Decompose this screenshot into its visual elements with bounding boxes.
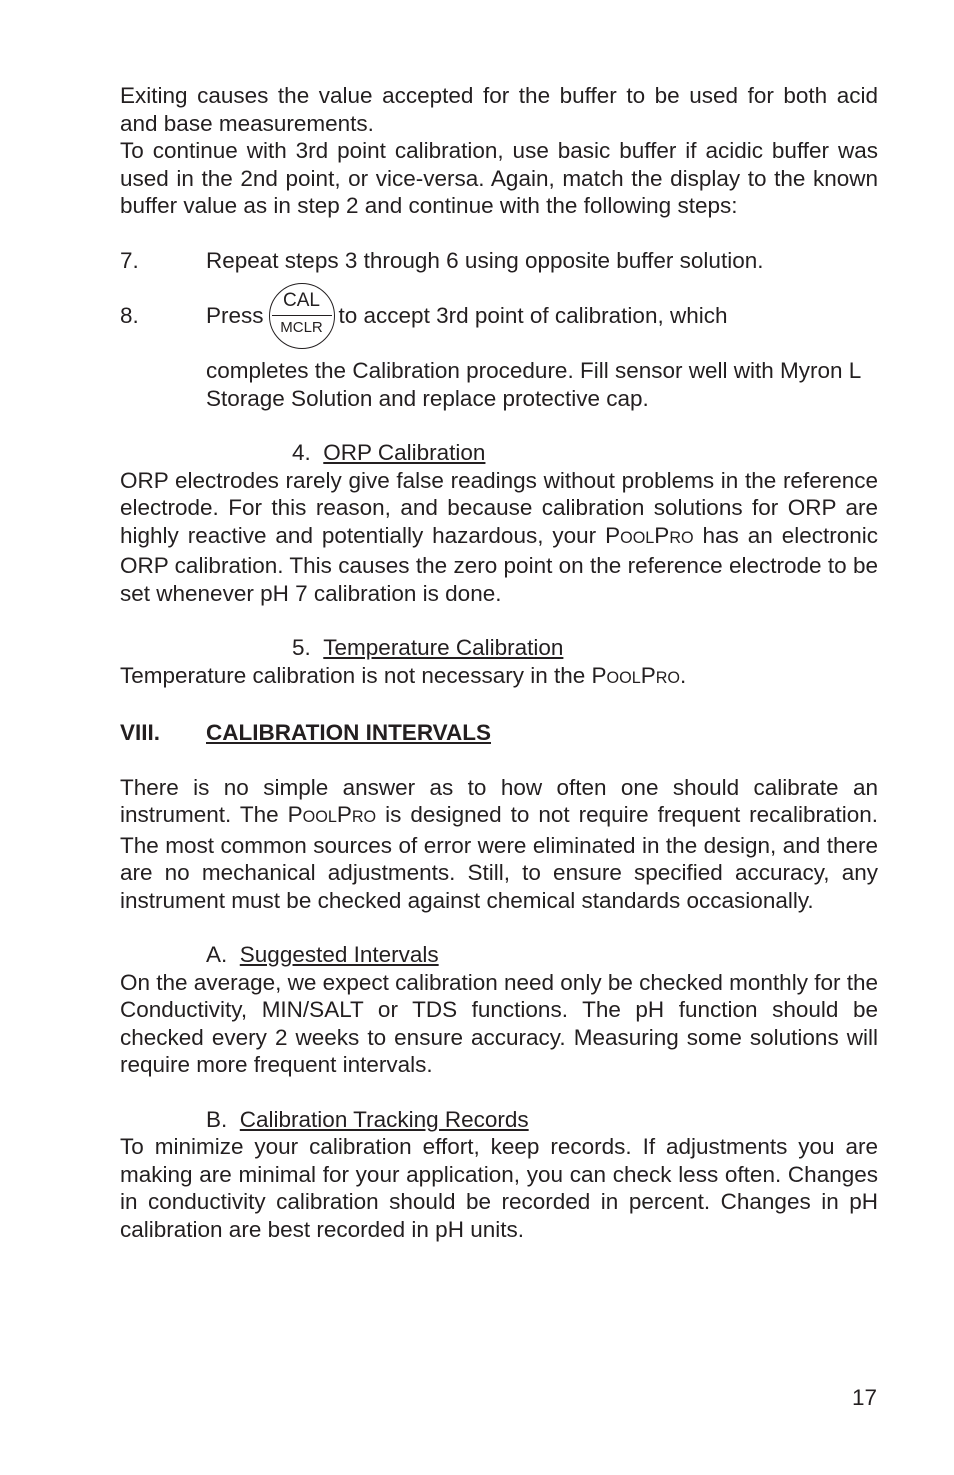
intro-paragraph-1: Exiting causes the value accepted for the buffer to be used for both acid and base measurements. xyxy=(120,83,878,136)
temp-number: 5. xyxy=(292,635,311,660)
intervals-text-2: is designed to not require frequent recalibration. The most common sources of error were eliminated in the design, and there are no mechanical adjustments. Still, to ensure specified accuracy, any instrument must be checked against chemical standards occasionally. xyxy=(120,802,878,913)
step-7 xyxy=(120,247,878,275)
cal-mclr-key-icon xyxy=(269,283,335,349)
section-number: VIII. xyxy=(120,720,161,745)
intervals-text: There is no simple answer as to how often one should calibrate an instrument. The xyxy=(120,774,878,827)
step-8-first-line xyxy=(206,289,878,336)
brand-name: POOLPRO xyxy=(287,802,377,827)
manual-page xyxy=(120,82,878,1243)
temp-body xyxy=(120,662,878,693)
suggested-heading xyxy=(120,941,878,969)
orp-body-text-2: has an electronic ORP calibration. This causes the zero point on the reference electrode to be set whenever pH 7 calibration is done. xyxy=(120,522,878,606)
tracking-body: To minimize your calibration effort, keep records. If adjustments you are making are minimal for your application, you can check less often. Changes in conductivity calibration should be recorded in percent. Changes in pH calibration are best recorded in pH units. xyxy=(120,1134,878,1242)
step-8-continuation: completes the Calibration procedure. Fill sensor well with Myron L Storage Solution and replace protective cap. xyxy=(206,358,861,411)
orp-heading xyxy=(120,439,878,467)
step-8 xyxy=(120,289,878,336)
intervals-body xyxy=(120,774,878,915)
orp-title: ORP Calibration xyxy=(323,440,486,465)
tracking-letter: B. xyxy=(206,1106,228,1132)
temp-heading xyxy=(120,634,878,662)
temp-body-text: Temperature calibration is not necessary in the xyxy=(120,662,586,688)
cal-key-label: CAL xyxy=(283,289,320,311)
section-heading xyxy=(120,719,878,747)
step-8-text: to accept 3rd point of calibration, which xyxy=(338,302,728,328)
intro-paragraph-2: To continue with 3rd point calibration, use basic buffer if acidic buffer was used in the 2nd point, or vice-versa. Again, match the display to the known buffer value as in step 2 and continue with the following steps: xyxy=(120,138,878,218)
step-number: 8. xyxy=(120,303,139,328)
page-number: 17 xyxy=(851,1385,877,1410)
press-label: Press xyxy=(206,302,264,328)
orp-number: 4. xyxy=(292,440,311,465)
orp-body-text: ORP electrodes rarely give false readings without problems in the reference electrode. For this reason, and because calibration solutions for ORP are highly reactive and potentially hazardous, your xyxy=(120,467,878,548)
brand-name: POOLPRO xyxy=(605,522,694,548)
step-text: Repeat steps 3 through 6 using opposite buffer solution. xyxy=(206,247,764,273)
mclr-key-label: MCLR xyxy=(280,318,323,336)
suggested-title: Suggested Intervals xyxy=(239,942,439,967)
orp-body xyxy=(120,467,878,608)
section-title: CALIBRATION INTERVALS xyxy=(206,720,491,745)
tracking-title: Calibration Tracking Records xyxy=(239,1106,529,1132)
brand-name: POOLPRO xyxy=(591,662,681,688)
key-divider xyxy=(272,315,332,316)
temp-body-end: . xyxy=(680,662,687,688)
suggested-body: On the average, we expect calibration need only be checked monthly for the Conductivity, MIN/SALT or TDS functions. The pH function should be checked every 2 weeks to ensure accuracy. Measuring some solutions will require more frequent intervals. xyxy=(120,969,878,1077)
temp-title: Temperature Calibration xyxy=(323,635,564,660)
tracking-heading xyxy=(120,1106,878,1134)
step-number: 7. xyxy=(120,247,139,273)
suggested-letter: A. xyxy=(206,942,228,967)
